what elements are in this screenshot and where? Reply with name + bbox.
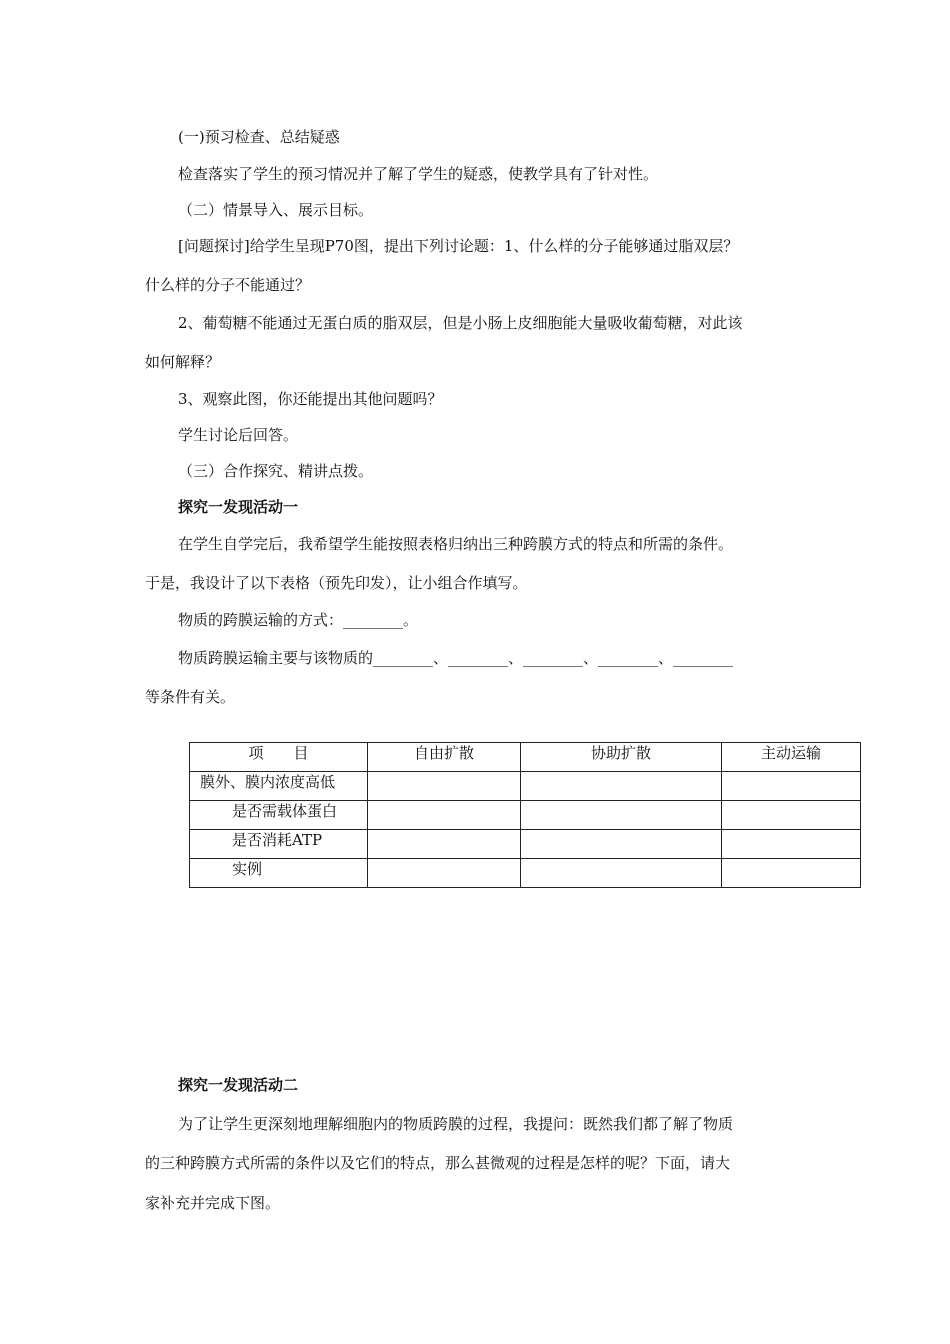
heading-activity-one: 探究一发现活动一	[178, 498, 299, 516]
table-header-item: 项 目	[190, 743, 368, 772]
paragraph-preview-summary: 检查落实了学生的预习情况并了解了学生的疑惑，使教学具有了针对性。	[178, 165, 659, 183]
table-header-active-transport: 主动运输	[722, 743, 861, 772]
fill-blank-transport-modes: 物质的跨膜运输的方式：________。	[178, 611, 419, 629]
table-header-free-diffusion: 自由扩散	[368, 743, 521, 772]
paragraph-activity-two: 为了让学生更深刻地理解细胞内的物质跨膜的过程，我提问：既然我们都了解了物质	[178, 1115, 734, 1133]
table-cell-blank[interactable]	[521, 801, 722, 830]
row-label-concentration: 膜外、膜内浓度高低	[190, 772, 368, 801]
paragraph-question-2: 2、葡萄糖不能通过无蛋白质的脂双层，但是小肠上皮细胞能大量吸收葡萄糖，对此该	[178, 314, 743, 332]
table-cell-blank[interactable]	[521, 830, 722, 859]
table-cell-blank[interactable]	[368, 772, 521, 801]
table-header-row	[190, 743, 861, 772]
table-cell-blank[interactable]	[368, 801, 521, 830]
paragraph-problem-discussion-cont: 什么样的分子不能通过？	[145, 276, 311, 294]
table-row	[190, 830, 861, 859]
row-label-example: 实例	[190, 859, 368, 888]
paragraph-question-3: 3、观察此图，你还能提出其他问题吗？	[178, 390, 443, 408]
table-cell-blank[interactable]	[722, 830, 861, 859]
table-row	[190, 859, 861, 888]
row-label-carrier-protein: 是否需载体蛋白	[190, 801, 368, 830]
paragraph-student-discussion: 学生讨论后回答。	[178, 426, 299, 444]
table-cell-blank[interactable]	[722, 801, 861, 830]
table-cell-blank[interactable]	[722, 772, 861, 801]
table-row	[190, 801, 861, 830]
table-cell-blank[interactable]	[722, 859, 861, 888]
paragraph-activity-one-cont: 于是，我设计了以下表格（预先印发），让小组合作填写。	[145, 574, 528, 592]
paragraph-activity-two-end: 家补充并完成下图。	[145, 1194, 281, 1212]
table-row	[190, 772, 861, 801]
table-header-facilitated-diffusion: 协助扩散	[521, 743, 722, 772]
table-cell-blank[interactable]	[368, 830, 521, 859]
fill-blank-transport-conditions-cont: 等条件有关。	[145, 688, 236, 706]
paragraph-activity-two-cont: 的三种跨膜方式所需的条件以及它们的特点，那么甚微观的过程是怎样的呢？下面，请大	[145, 1154, 731, 1172]
section-cooperative-inquiry: （三）合作探究、精讲点拨。	[178, 462, 374, 480]
table-cell-blank[interactable]	[368, 859, 521, 888]
paragraph-problem-discussion: [问题探讨]给学生呈现P70图，提出下列讨论题：1、什么样的分子能够通过脂双层？	[178, 237, 739, 255]
row-label-atp: 是否消耗ATP	[190, 830, 368, 859]
paragraph-question-2-cont: 如何解释？	[145, 353, 221, 371]
heading-activity-two: 探究一发现活动二	[178, 1076, 299, 1094]
paragraph-activity-one: 在学生自学完后，我希望学生能按照表格归纳出三种跨膜方式的特点和所需的条件。	[178, 535, 734, 553]
transport-comparison-table	[189, 742, 861, 888]
section-scene-intro: （二）情景导入、展示目标。	[178, 201, 374, 219]
fill-blank-transport-conditions: 物质跨膜运输主要与该物质的________、________、________、________、________	[178, 649, 734, 667]
table-cell-blank[interactable]	[521, 772, 722, 801]
table-cell-blank[interactable]	[521, 859, 722, 888]
section-preview-check: (一)预习检查、总结疑惑	[178, 128, 340, 146]
